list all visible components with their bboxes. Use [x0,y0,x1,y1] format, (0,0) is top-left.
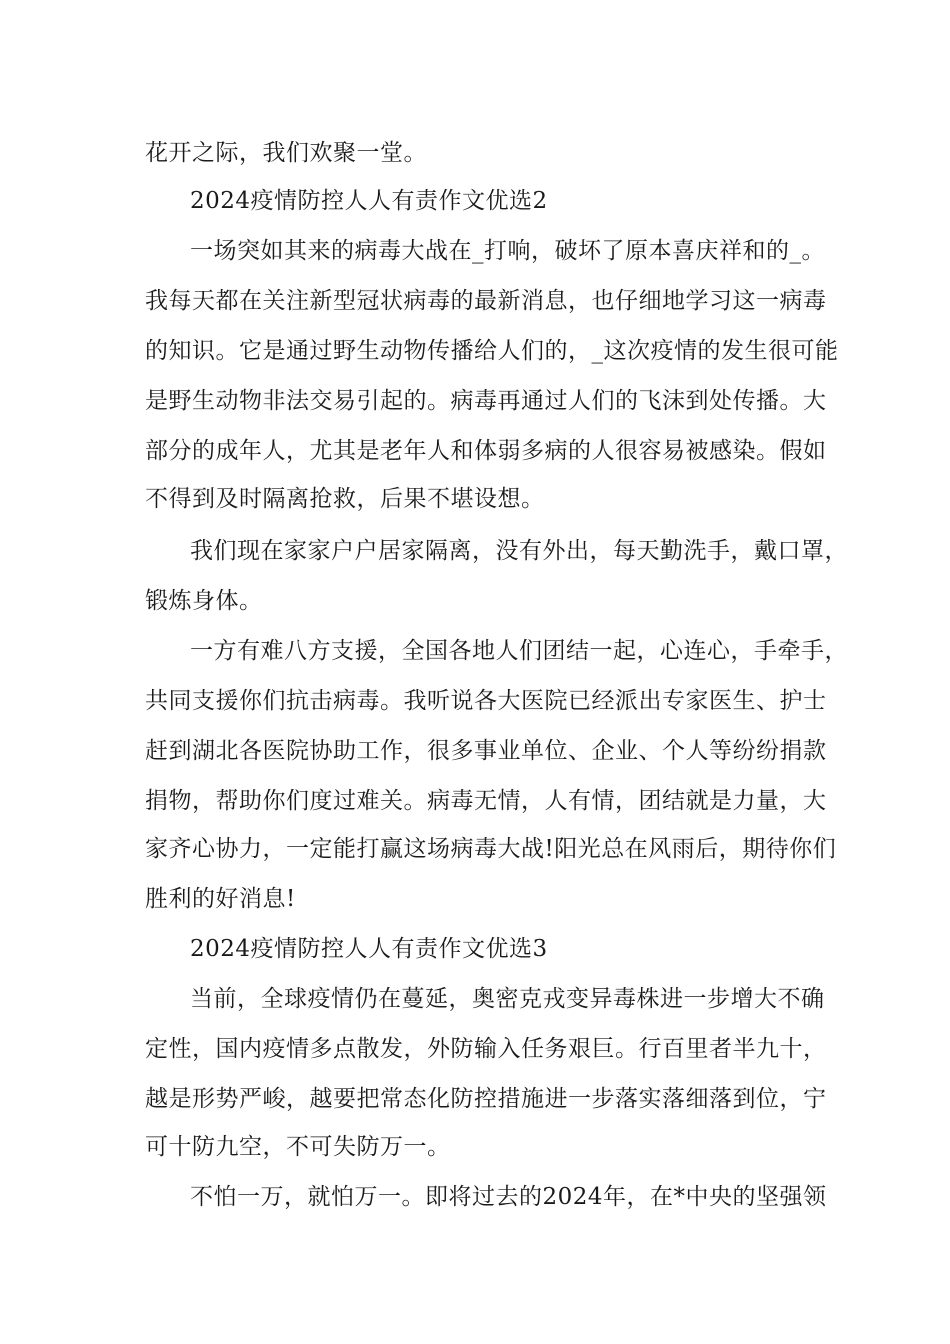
text-line: 不怕一万，就怕万一。即将过去的2024年，在*中央的坚强领 [190,1184,827,1210]
text-line: 可十防九空，不可失防万一。 [145,1134,451,1160]
text-line: 赶到湖北各医院协助工作，很多事业单位、企业、个人等纷纷捐款 [145,738,827,764]
text-line: 家齐心协力，一定能打赢这场病毒大战!阳光总在风雨后，期待你们 [145,836,837,862]
text-line: 我每天都在关注新型冠状病毒的最新消息，也仔细地学习这一病毒 [145,288,827,314]
text-line: 一场突如其来的病毒大战在_打响，破坏了原本喜庆祥和的_。 [190,238,825,264]
text-line: 越是形势严峻，越要把常态化防控措施进一步落实落细落到位，宁 [145,1086,827,1112]
text-line: 胜利的好消息! [145,886,296,912]
text-line: 当前，全球疫情仍在蔓延，奥密克戎变异毒株进一步增大不确 [190,986,825,1012]
text-line: 的知识。它是通过野生动物传播给人们的，_这次疫情的发生很可能 [145,338,839,364]
text-line: 是野生动物非法交易引起的。病毒再通过人们的飞沫到处传播。大 [145,388,827,414]
text-line: 一方有难八方支援，全国各地人们团结一起，心连心，手牵手， [190,638,848,664]
text-line: 共同支援你们抗击病毒。我听说各大医院已经派出专家医生、护士 [145,688,827,714]
text-line: 定性，国内疫情多点散发，外防输入任务艰巨。行百里者半九十， [145,1036,827,1062]
text-line: 我们现在家家户户居家隔离，没有外出，每天勤洗手，戴口罩， [190,538,848,564]
text-line: 锻炼身体。 [145,588,263,614]
text-line: 部分的成年人，尤其是老年人和体弱多病的人很容易被感染。假如 [145,438,827,464]
section-heading: 2024疫情防控人人有责作文优选2 [190,188,548,214]
text-line: 花开之际，我们欢聚一堂。 [145,140,427,166]
text-line: 捐物，帮助你们度过难关。病毒无情，人有情，团结就是力量，大 [145,788,827,814]
text-line: 不得到及时隔离抢救，后果不堪设想。 [145,486,545,512]
section-heading: 2024疫情防控人人有责作文优选3 [190,936,548,962]
